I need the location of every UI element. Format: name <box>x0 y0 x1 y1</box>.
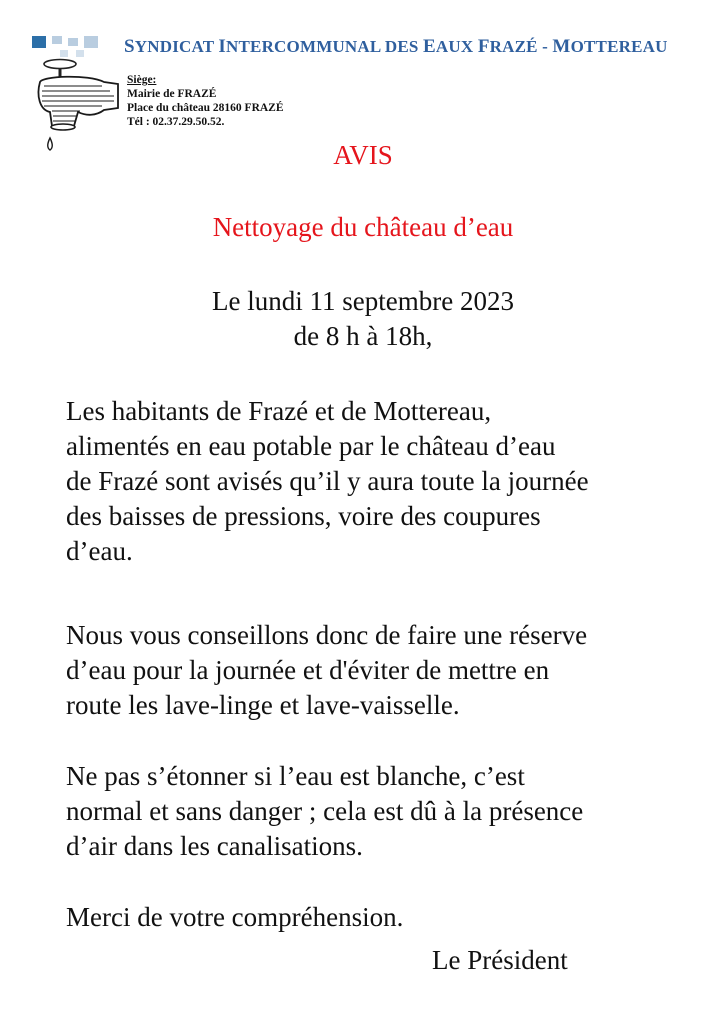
paragraph-line: Nous vous conseillons donc de faire une réserve <box>66 620 588 650</box>
paragraph-advice <box>66 618 696 723</box>
address-line: Mairie de FRAZÉ <box>127 88 217 100</box>
phone-line: Tél : 02.37.29.50.52. <box>127 116 225 128</box>
paragraph-line: alimentés en eau potable par le château d’eau <box>66 431 556 461</box>
org-name-part: YNDICAT <box>134 37 219 56</box>
siege-label: Siège: <box>127 74 157 86</box>
org-name-part: AUX <box>435 37 478 56</box>
paragraph-line: d’eau pour la journée et d'éviter de mettre en <box>66 655 550 685</box>
notice-heading: AVIS <box>333 140 393 170</box>
paragraph-line: route les lave-linge et lave-vaisselle. <box>66 690 460 720</box>
address-line: Place du château 28160 FRAZÉ <box>127 102 284 114</box>
paragraph-line: Ne pas s’étonner si l’eau est blanche, c’est <box>66 761 525 791</box>
paragraph-residents <box>66 394 696 569</box>
address-block <box>127 73 284 129</box>
organization-name <box>124 36 668 58</box>
org-name-part: RAZÉ - <box>489 37 553 56</box>
closing-line <box>66 900 696 935</box>
org-name-part: F <box>477 36 490 57</box>
time-line: de 8 h à 18h, <box>293 321 433 351</box>
org-name-part: S <box>124 36 135 57</box>
paragraph-line: des baisses de pressions, voire des coupures <box>66 501 541 531</box>
water-faucet-icon <box>30 56 122 152</box>
paragraph-line: de Frazé sont avisés qu’il y aura toute la journée <box>66 466 589 496</box>
org-name-part: OTTEREAU <box>570 37 668 56</box>
paragraph-white-water <box>66 759 696 864</box>
org-name-part: NTERCOMMUNAL DES <box>226 37 424 56</box>
paragraph-line: d’air dans les canalisations. <box>66 831 363 861</box>
date-line: Le lundi 11 septembre 2023 <box>212 286 514 316</box>
paragraph-line: Les habitants de Frazé et de Mottereau, <box>66 396 492 426</box>
signature: Le Président <box>432 945 568 975</box>
date-block <box>0 284 726 354</box>
org-name-part: M <box>552 36 571 57</box>
closing-text: Merci de votre compréhension. <box>66 902 404 932</box>
notice-subject: Nettoyage du château d’eau <box>212 212 514 242</box>
paragraph-line: d’eau. <box>66 536 133 566</box>
org-name-part: E <box>423 36 436 57</box>
paragraph-line: normal et sans danger ; cela est dû à la présence <box>66 796 584 826</box>
org-name-part: I <box>218 36 227 57</box>
